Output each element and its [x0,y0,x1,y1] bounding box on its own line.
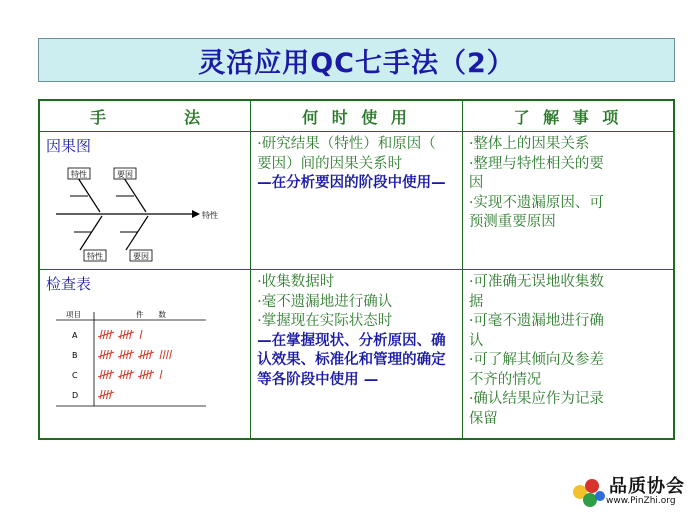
tally-strike [98,392,114,397]
tally-stroke [160,370,162,379]
check-sheet-header-count: 件 数 [136,310,166,319]
tally-stroke [130,350,132,359]
understand-line: 预测重要原因 [468,214,556,230]
fishbone-label-top-right: 要因 [117,170,133,179]
when-highlight: —在掌握现状、分析原因、确 [257,332,446,349]
page-title-text: 灵活应用QC七手法（2） [198,47,515,79]
tally-stroke [130,330,132,339]
tally-strike [118,372,134,377]
understand-line: 据 [468,293,484,310]
fishbone-bone [124,178,146,212]
understand-cell-checksheet [462,270,674,440]
header-understand: 了 解 事 项 [462,100,674,132]
tally-stroke [160,350,162,359]
fishbone-bone [80,216,102,250]
when-line: ·掌握现在实际状态时 [257,313,393,329]
fishbone-bone [126,216,148,250]
tally-stroke [166,350,168,359]
tally-strike [118,332,134,337]
when-highlight: 认效果、标准化和管理的确定 [257,352,446,368]
tally-stroke [150,350,152,359]
when-line: ·毫不遗漏地进行确认 [257,293,393,310]
method-name: 因果图 [46,137,92,155]
understand-line: 认 [468,332,484,349]
fishbone-label-bottom-left: 特性 [87,252,103,261]
tally-marks [98,330,172,399]
tally-stroke [150,370,152,379]
tally-strike [98,332,114,337]
check-sheet-item: B [72,351,78,360]
logo-title: 品质协会 [609,476,685,497]
tally-stroke [163,350,165,359]
check-sheet-item: D [72,391,79,400]
tally-stroke [120,370,122,379]
fishbone-bone [78,178,100,212]
tally-stroke [110,350,112,359]
tally-strike [98,352,114,357]
check-sheet-item: C [72,371,78,380]
page-title [38,38,675,82]
table-row [39,270,674,440]
when-line: 要因）间的因果关系时 [257,155,403,172]
when-line: ·收集数据时 [257,274,335,290]
tally-stroke [100,330,102,339]
understand-line: ·整体上的因果关系 [468,136,590,152]
method-cell-fishbone [39,132,251,270]
fishbone-diagram [42,166,222,266]
when-highlight: —在分析要因的阶段中使用— [257,175,446,191]
when-cell-fishbone [251,132,463,270]
tally-stroke [120,330,122,339]
tally-stroke [140,330,142,339]
understand-line: 保留 [468,410,498,427]
tally-stroke [170,350,172,359]
tally-stroke [100,370,102,379]
tally-strike [118,352,134,357]
tally-stroke [120,350,122,359]
logo-url: www.PinZhi.org [606,496,676,506]
check-sheet-diagram [46,306,221,416]
tally-stroke [110,330,112,339]
understand-line: ·可了解其倾向及参差 [468,352,604,368]
tally-stroke [110,390,112,399]
tally-stroke [140,370,142,379]
fishbone-label-top-left: 特性 [71,170,87,179]
tally-strike [98,372,114,377]
tally-stroke [110,370,112,379]
tally-stroke [100,390,102,399]
table-header-row [39,100,674,132]
check-sheet-item: A [72,331,78,340]
fishbone-arrowhead [192,210,200,218]
tally-stroke [100,350,102,359]
understand-line: 因 [468,175,484,191]
fishbone-label-bottom-right: 要因 [133,252,149,261]
pinzhi-logo-icon [566,470,608,510]
fishbone-result-label: 特性 [202,211,218,220]
understand-line: 不齐的情况 [468,371,542,388]
understand-line: ·确认结果应作为记录 [468,391,604,407]
tally-strike [138,372,154,377]
tally-strike [138,352,154,357]
understand-cell-fishbone [462,132,674,270]
when-highlight: 等各阶段中使用 — [257,371,379,388]
understand-line: ·整理与特性相关的要 [468,155,604,172]
tally-stroke [130,370,132,379]
understand-line: ·实现不遗漏原因、可 [468,194,604,211]
qc-methods-table [38,99,675,440]
method-cell-checksheet [39,270,251,440]
tally-stroke [140,350,142,359]
header-method-char-1: 手 [90,107,107,127]
understand-line: ·可毫不遗漏地进行确 [468,313,604,329]
header-method-char-2: 法 [184,107,201,127]
header-method [39,100,251,132]
table-row [39,132,674,270]
when-cell-checksheet [251,270,463,440]
header-when: 何 时 使 用 [251,100,463,132]
check-sheet-header-item: 项目 [66,310,81,319]
understand-line: ·可准确无误地收集数 [468,274,604,290]
method-name: 检查表 [46,275,92,293]
when-line: ·研究结果（特性）和原因（ [257,136,436,152]
